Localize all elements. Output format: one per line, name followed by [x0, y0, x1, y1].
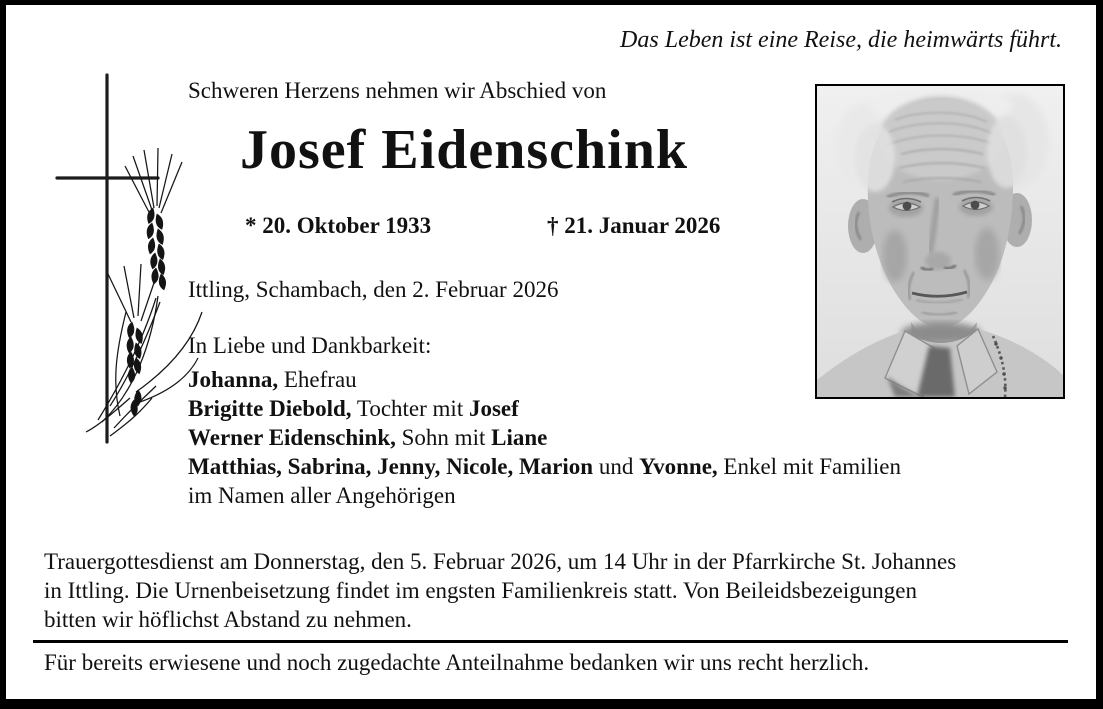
death-date: † 21. Januar 2026 — [547, 213, 721, 238]
mourner-line: Johanna, Ehefrau — [188, 367, 357, 392]
mourner-line: Werner Eidenschink, Sohn mit Liane — [188, 425, 548, 450]
frame-border-bottom — [0, 699, 1103, 709]
frame-border-top — [0, 0, 1103, 5]
motto-text: Das Leben ist eine Reise, die heimwärts führt. — [620, 27, 1062, 53]
service-line: Trauergottesdienst am Donnerstag, den 5. Februar 2026, um 14 Uhr in der Pfarrkirche St. Johannes — [44, 549, 957, 574]
intro-text: Schweren Herzens nehmen wir Abschied von — [188, 78, 607, 103]
service-line: in Ittling. Die Urnenbeisetzung findet im engsten Familienkreis statt. Von Beileidsbezeigungen — [44, 578, 917, 603]
cross-wheat-icon — [40, 60, 210, 460]
mourners-list — [188, 365, 901, 510]
service-announcement — [44, 547, 956, 634]
place-date-line: Ittling, Schambach, den 2. Februar 2026 — [188, 277, 559, 302]
thanks-line — [44, 650, 869, 676]
deceased-name: Josef Eidenschink — [240, 119, 688, 181]
portrait-illustration — [817, 86, 1063, 397]
mourner-line: Matthias, Sabrina, Jenny, Nicole, Marion und Yvonne, Enkel mit Familien — [188, 454, 902, 479]
birth-date: * 20. Oktober 1933 — [245, 213, 432, 238]
frame-border-right — [1096, 0, 1103, 709]
service-line: bitten wir höflichst Abstand zu nehmen. — [44, 607, 412, 632]
mourner-line: Brigitte Diebold, Tochter mit Josef — [188, 396, 519, 421]
thanks-text: Für bereits erwiesene und noch zugedachte Anteilnahme bedanken wir uns recht herzlich. — [44, 650, 870, 675]
frame-border-left — [0, 0, 6, 709]
mourner-line: im Namen aller Angehörigen — [188, 483, 456, 508]
gratitude-line: In Liebe und Dankbarkeit: — [188, 333, 432, 358]
portrait-photo — [815, 84, 1065, 399]
separator-rule — [33, 640, 1068, 643]
